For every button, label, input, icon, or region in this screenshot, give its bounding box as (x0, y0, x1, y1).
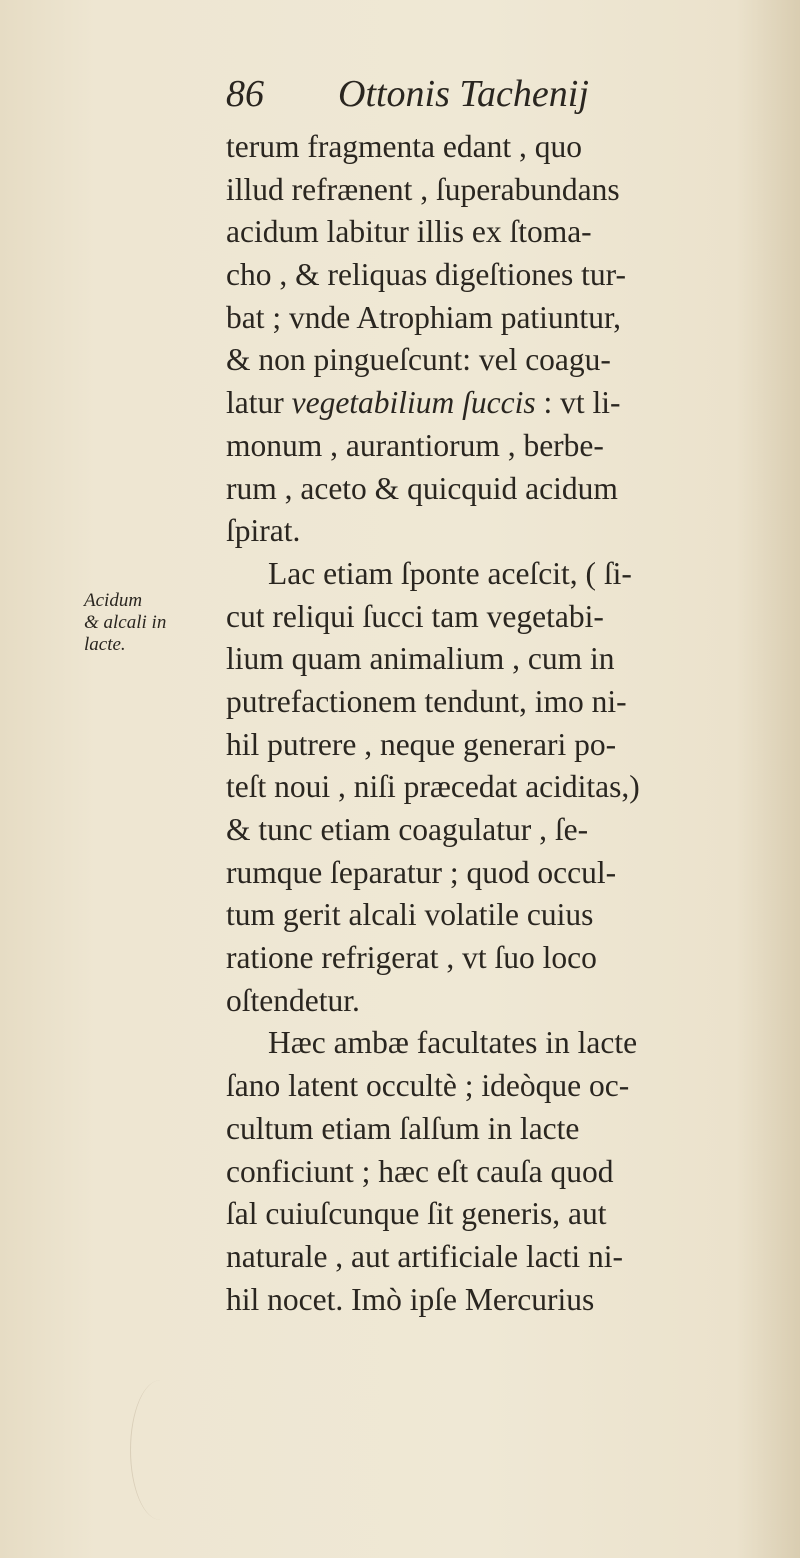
text-line: monum , aurantiorum , berbe- (226, 427, 604, 463)
text-line: hil nocet. Imò ipſe Mercurius (226, 1281, 595, 1317)
text-line: conficiunt ; hæc eſt cauſa quod (226, 1153, 614, 1189)
text-line: terum fragmenta edant , quo (226, 129, 582, 164)
running-header (226, 72, 746, 122)
text-line: illud refrænent , ſuperabundans (226, 171, 620, 207)
italic-phrase: vegetabilium ſuccis (291, 385, 536, 421)
running-title: Ottonis Tachenij (338, 73, 589, 115)
text-line: cut reliqui ſucci tam vegetabi- (226, 598, 604, 634)
text-line: ſpirat. (226, 513, 301, 549)
text-line: cho , & reliquas digeſtiones tur- (226, 257, 627, 293)
page-number: 86 (226, 73, 264, 115)
text-line: ſano latent occultè ; ideòque oc- (226, 1068, 630, 1104)
text-line: oſtendetur. (226, 982, 360, 1018)
text-line-mixed (226, 382, 786, 425)
text-segment: : vt li- (535, 385, 621, 421)
body-text (226, 126, 786, 1321)
marginal-note-line: Acidum (84, 590, 143, 611)
text-line: rumque ſeparatur ; quod occul- (226, 854, 617, 890)
text-segment: latur (226, 385, 292, 421)
text-line: acidum labitur illis ex ſtoma- (226, 214, 592, 250)
text-line: hil putrere , neque generari po- (226, 726, 617, 762)
marginal-note-line: lacte. (84, 634, 126, 655)
paragraph-start-line: Hæc ambæ facultates in lacte (268, 1025, 638, 1061)
text-line: bat ; vnde Atrophiam patiuntur, (226, 299, 622, 335)
text-line: & non pingueſcunt: vel coagu- (226, 342, 611, 378)
text-line: lium quam animalium , cum in (226, 641, 615, 677)
text-line: putrefactionem tendunt, imo ni- (226, 683, 627, 719)
text-line: cultum etiam ſalſum in lacte (226, 1110, 580, 1146)
text-line: ſal cuiuſcunque ſit generis, aut (226, 1196, 607, 1232)
text-line: & tunc etiam coagulatur , ſe- (226, 812, 589, 847)
text-line: teſt noui , niſi præcedat aciditas,) (226, 769, 640, 805)
text-line: naturale , aut artificiale lacti ni- (226, 1238, 624, 1274)
text-line: ratione refrigerat , vt ſuo loco (226, 940, 597, 976)
paragraph-start-line: Lac etiam ſponte aceſcit, ( ſi- (268, 555, 632, 591)
text-line: tum gerit alcali volatile cuius (226, 897, 594, 933)
text-line: rum , aceto & quicquid acidum (226, 470, 618, 506)
paper-stain (130, 1380, 191, 1520)
marginal-note (84, 590, 214, 656)
marginal-note-line: & alcali in (84, 612, 167, 633)
